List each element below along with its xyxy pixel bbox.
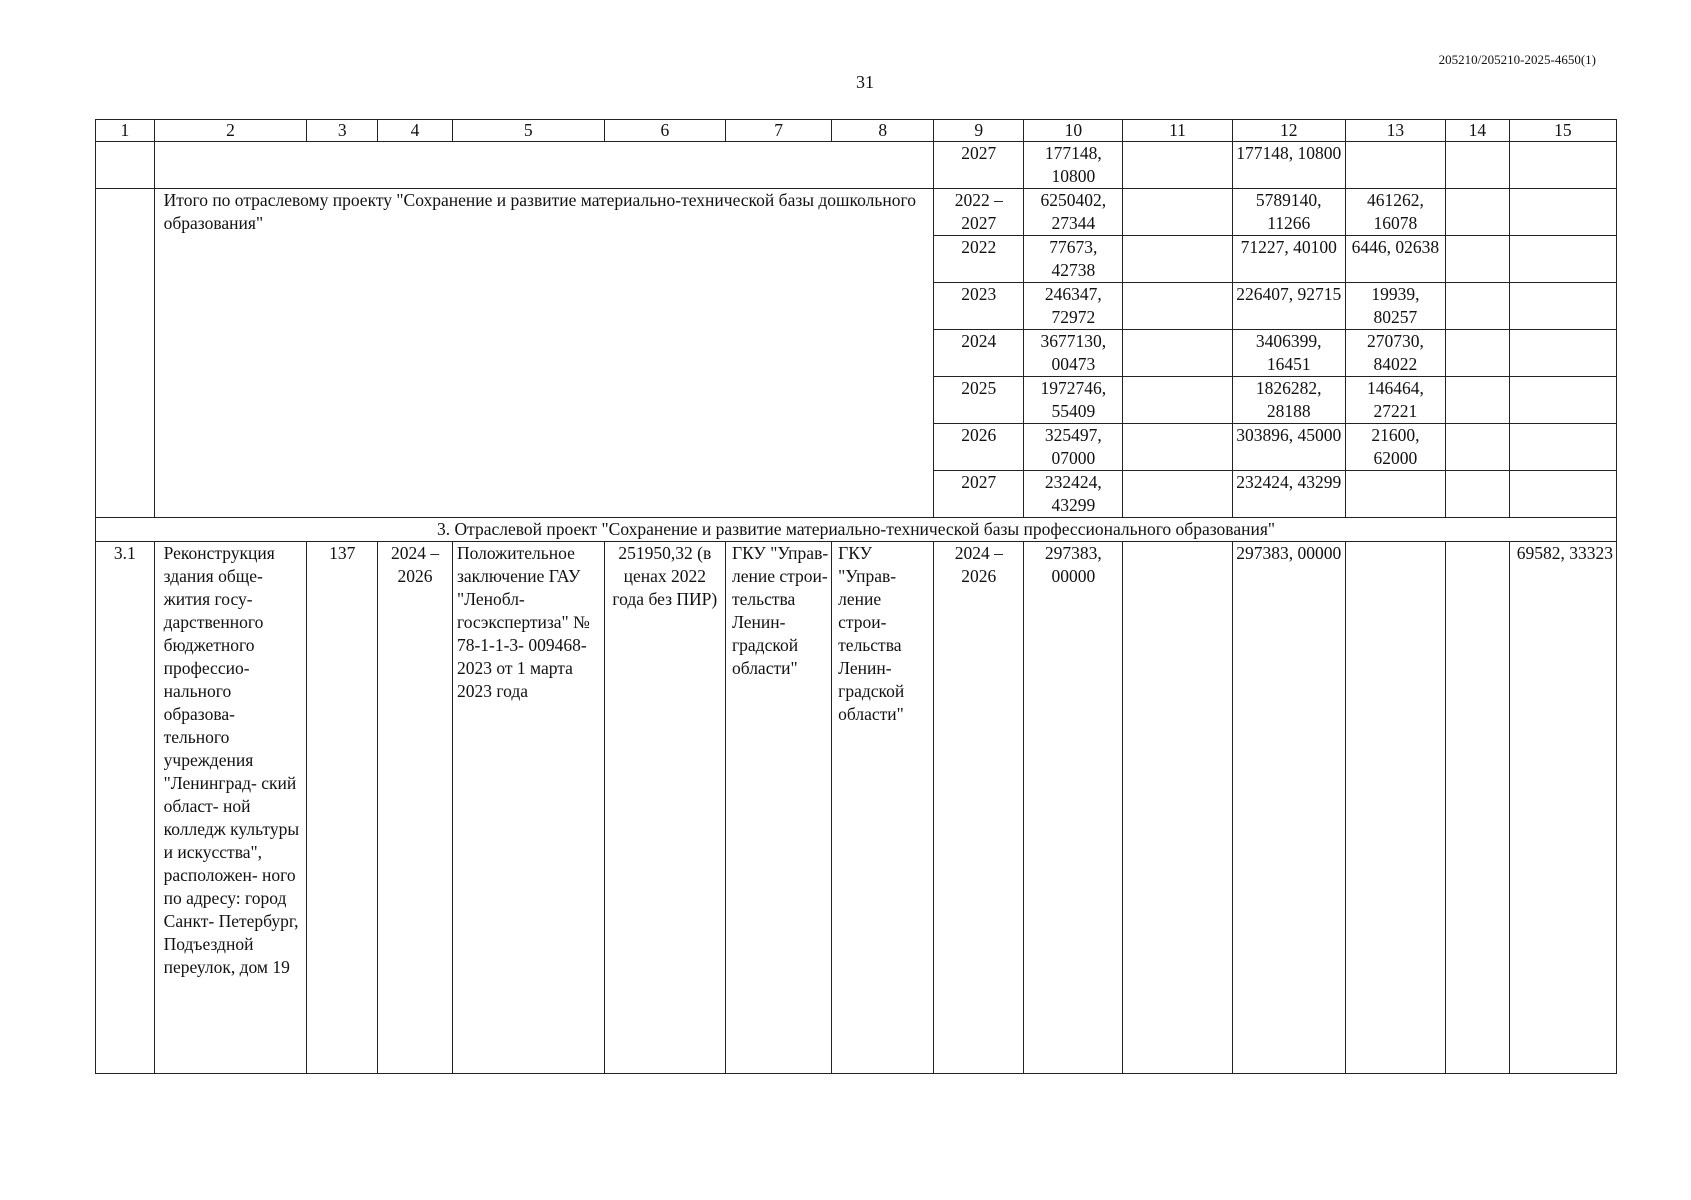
column-number: 2 xyxy=(154,120,307,142)
column-number: 11 xyxy=(1123,120,1232,142)
amount-total: 6250402, 27344 xyxy=(1024,189,1123,236)
column-number: 7 xyxy=(725,120,831,142)
amount-regional: 226407, 92715 xyxy=(1232,283,1345,330)
year-cell: 2027 xyxy=(934,471,1024,518)
amount-local: 270730, 84022 xyxy=(1345,330,1445,377)
column-number: 4 xyxy=(378,120,453,142)
column-number: 13 xyxy=(1345,120,1445,142)
table-row xyxy=(96,189,1617,236)
budget-table xyxy=(95,119,1617,1074)
amount-regional: 232424, 43299 xyxy=(1232,471,1345,518)
amount-regional: 297383, 00000 xyxy=(1232,542,1345,1074)
amount-local: 461262, 16078 xyxy=(1345,189,1445,236)
amount-total: 77673, 42738 xyxy=(1024,236,1123,283)
item-period: 2024 – 2026 xyxy=(378,542,453,1074)
table-row xyxy=(96,542,1617,1074)
amount-total: 1972746, 55409 xyxy=(1024,377,1123,424)
column-number: 10 xyxy=(1024,120,1123,142)
amount-remaining: 69582, 33323 xyxy=(1509,542,1616,1074)
document-id: 205210/205210-2025-4650(1) xyxy=(1438,52,1596,67)
amount-local: 6446, 02638 xyxy=(1345,236,1445,283)
amount-regional: 71227, 40100 xyxy=(1232,236,1345,283)
amount-total: 3677130, 00473 xyxy=(1024,330,1123,377)
page-number: 31 xyxy=(856,72,874,92)
amount-local xyxy=(1345,471,1445,518)
section-title: 3. Отраслевой проект "Сохранение и развитие материально-технической базы профессионального образования" xyxy=(96,518,1617,542)
item-expert-conclusion: Положительное заключение ГАУ "Ленобл- госэкспертиза" № 78-1-1-3- 009468-2023 от 1 марта 2023 года xyxy=(452,542,604,1074)
section-row xyxy=(96,518,1617,542)
item-number: 3.1 xyxy=(96,542,155,1074)
column-number: 9 xyxy=(934,120,1024,142)
year-cell: 2024 xyxy=(934,330,1024,377)
amount-total: 232424, 43299 xyxy=(1024,471,1123,518)
amount-total: 177148, 10800 xyxy=(1024,142,1123,189)
year-cell: 2023 xyxy=(934,283,1024,330)
column-number: 8 xyxy=(832,120,934,142)
amount-regional: 303896, 45000 xyxy=(1232,424,1345,471)
subtotal-label: Итого по отраслевому проекту "Сохранение и развитие материально-технической базы дошкольного образования" xyxy=(154,189,934,518)
column-number: 5 xyxy=(452,120,604,142)
item-capacity: 137 xyxy=(307,542,378,1074)
amount-total: 325497, 07000 xyxy=(1024,424,1123,471)
item-finance-period: 2024 – 2026 xyxy=(934,542,1024,1074)
amount-regional: 1826282, 28188 xyxy=(1232,377,1345,424)
year-cell: 2027 xyxy=(934,142,1024,189)
column-number: 15 xyxy=(1509,120,1616,142)
column-number-row xyxy=(96,120,1617,142)
column-number: 12 xyxy=(1232,120,1345,142)
column-number: 3 xyxy=(307,120,378,142)
year-cell: 2026 xyxy=(934,424,1024,471)
amount-local: 146464, 27221 xyxy=(1345,377,1445,424)
year-cell: 2022 xyxy=(934,236,1024,283)
table-row xyxy=(96,142,1617,189)
amount-regional: 5789140, 11266 xyxy=(1232,189,1345,236)
amount-total: 297383, 00000 xyxy=(1024,542,1123,1074)
item-developer: ГКУ "Управ- ление строи- тельства Ленин- градской области" xyxy=(832,542,934,1074)
amount-local: 19939, 80257 xyxy=(1345,283,1445,330)
amount-regional: 177148, 10800 xyxy=(1232,142,1345,189)
year-cell: 2022 – 2027 xyxy=(934,189,1024,236)
item-estimated-cost: 251950,32 (в ценах 2022 года без ПИР) xyxy=(604,542,725,1074)
column-number: 14 xyxy=(1445,120,1509,142)
amount-total: 246347, 72972 xyxy=(1024,283,1123,330)
amount-local: 21600, 62000 xyxy=(1345,424,1445,471)
column-number: 6 xyxy=(604,120,725,142)
item-customer: ГКУ "Управ- ление строи- тельства Ленин- градской области" xyxy=(725,542,831,1074)
column-number: 1 xyxy=(96,120,155,142)
amount-regional: 3406399, 16451 xyxy=(1232,330,1345,377)
item-name: Реконструкция здания обще- жития госу- дарственного бюджетного профессио- нального образова- тельного учреждения "Ленинград- ский област- ной колледж культуры и искусства", расположен- ного по адресу: город Санкт- Петербург, Подъездной переулок, дом 19 xyxy=(154,542,307,1074)
year-cell: 2025 xyxy=(934,377,1024,424)
